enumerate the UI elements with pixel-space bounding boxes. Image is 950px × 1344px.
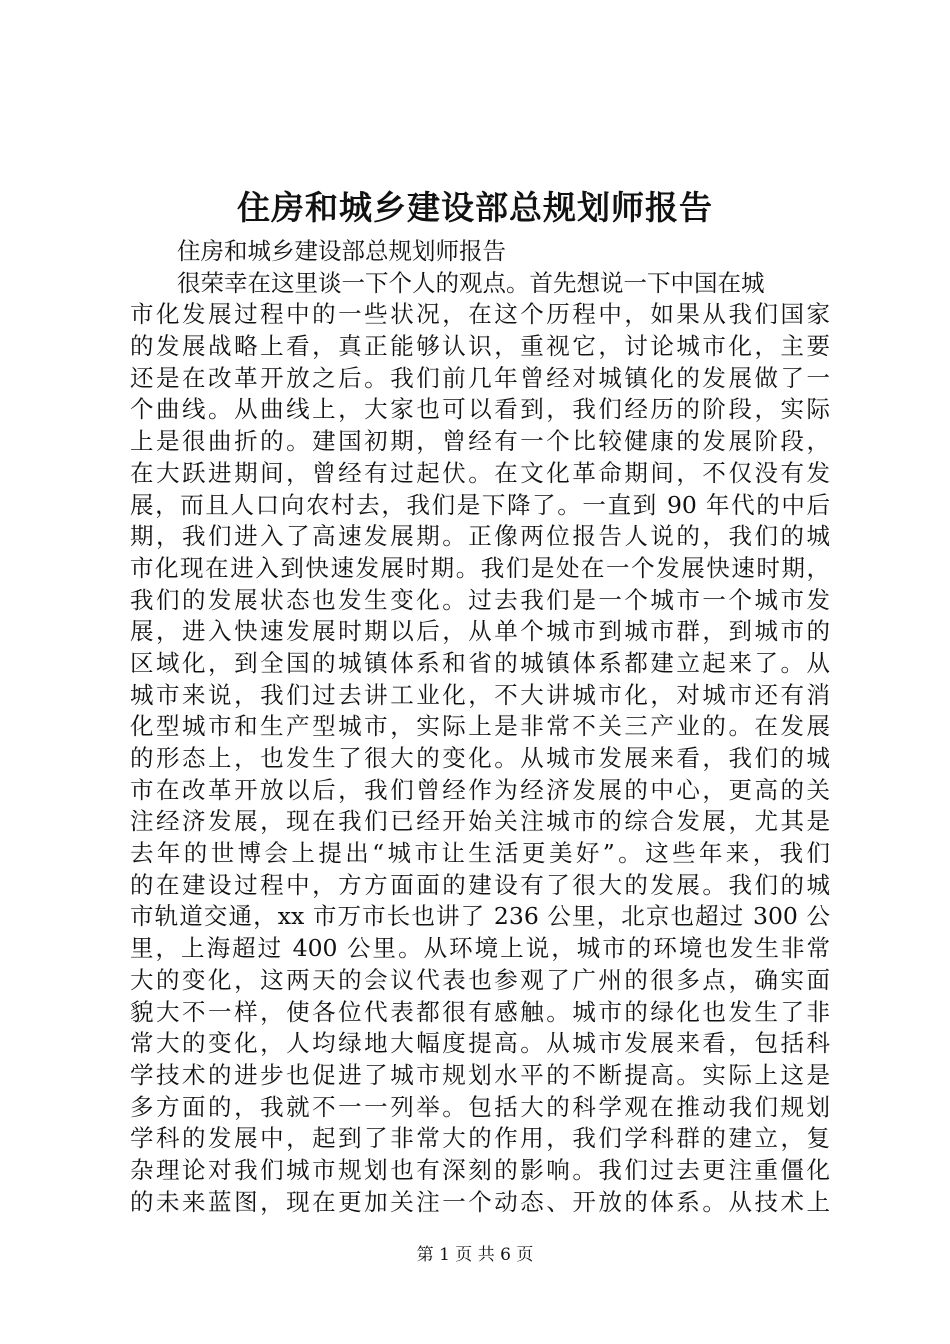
text-line: 的在建设过程中，方方面面的建设有了很大的发展。我们的城 bbox=[130, 870, 830, 899]
text-line: 我们的发展状态也发生变化。过去我们是一个城市一个城市发 bbox=[130, 585, 830, 614]
text-line: 个曲线。从曲线上，大家也可以看到，我们经历的阶段，实际 bbox=[130, 395, 830, 424]
text-line: 学科的发展中，起到了非常大的作用，我们学科群的建立，复 bbox=[130, 1124, 830, 1153]
text-line: 里，上海超过 400 公里。从环境上说，城市的环境也发生非常 bbox=[130, 934, 830, 963]
text-line: 的发展战略上看，真正能够认识，重视它，讨论城市化，主要 bbox=[130, 332, 830, 361]
text-line: 上是很曲折的。建国初期，曾经有一个比较健康的发展阶段， bbox=[130, 427, 830, 456]
text-line: 市在改革开放以后，我们曾经作为经济发展的中心，更高的关 bbox=[130, 775, 830, 804]
text-line: 注经济发展，现在我们已经开始关注城市的综合发展，尤其是 bbox=[130, 807, 830, 836]
text-line: 学技术的进步也促进了城市规划水平的不断提高。实际上这是 bbox=[130, 1060, 830, 1089]
text-line: 期，我们进入了高速发展期。正像两位报告人说的，我们的城 bbox=[130, 522, 830, 551]
text-line: 还是在改革开放之后。我们前几年曾经对城镇化的发展做了一 bbox=[130, 363, 830, 392]
text-line: 市化现在进入到快速发展时期。我们是处在一个发展快速时期， bbox=[130, 553, 830, 582]
text-line: 常大的变化，人均绿地大幅度提高。从城市发展来看，包括科 bbox=[130, 1029, 830, 1058]
text-line: 大的变化，这两天的会议代表也参观了广州的很多点，确实面 bbox=[130, 965, 830, 994]
text-line: 的形态上，也发生了很大的变化。从城市发展来看，我们的城 bbox=[130, 744, 830, 772]
text-line: 多方面的，我就不一一列举。包括大的科学观在推动我们规划 bbox=[130, 1092, 830, 1121]
text-line: 貌大不一样，使各位代表都很有感触。城市的绿化也发生了非 bbox=[130, 997, 830, 1026]
text-line: 很荣幸在这里谈一下个人的观点。首先想说一下中国在城 bbox=[177, 268, 765, 297]
subtitle-line: 住房和城乡建设部总规划师报告 bbox=[177, 237, 506, 265]
text-line: 展，而且人口向农村去，我们是下降了。一直到 90 年代的中后 bbox=[130, 490, 830, 519]
text-line: 化型城市和生产型城市，实际上是非常不关三产业的。在发展 bbox=[130, 712, 830, 741]
document-title: 住房和城乡建设部总规划师报告 bbox=[237, 188, 713, 227]
text-line: 区域化，到全国的城镇体系和省的城镇体系都建立起来了。从 bbox=[130, 648, 830, 677]
document-body bbox=[130, 236, 830, 1218]
text-line: 城市来说，我们过去讲工业化，不大讲城市化，对城市还有消 bbox=[130, 680, 830, 709]
text-line: 市化发展过程中的一些状况，在这个历程中，如果从我们国家 bbox=[130, 300, 830, 329]
text-line: 展，进入快速发展时期以后，从单个城市到城市群，到城市的 bbox=[130, 617, 830, 646]
page-footer: 第 1 页 共 6 页 bbox=[416, 1245, 534, 1265]
text-line: 在大跃进期间，曾经有过起伏。在文化革命期间，不仅没有发 bbox=[130, 458, 830, 487]
text-line: 市轨道交通，xx 市万市长也讲了 236 公里，北京也超过 300 公 bbox=[130, 902, 830, 931]
text-line: 去年的世博会上提出“城市让生活更美好”。这些年来，我们 bbox=[130, 839, 830, 868]
text-line: 杂理论对我们城市规划也有深刻的影响。我们过去更注重僵化 bbox=[130, 1155, 830, 1184]
text-line: 的未来蓝图，现在更加关注一个动态、开放的体系。从技术上 bbox=[130, 1187, 830, 1216]
